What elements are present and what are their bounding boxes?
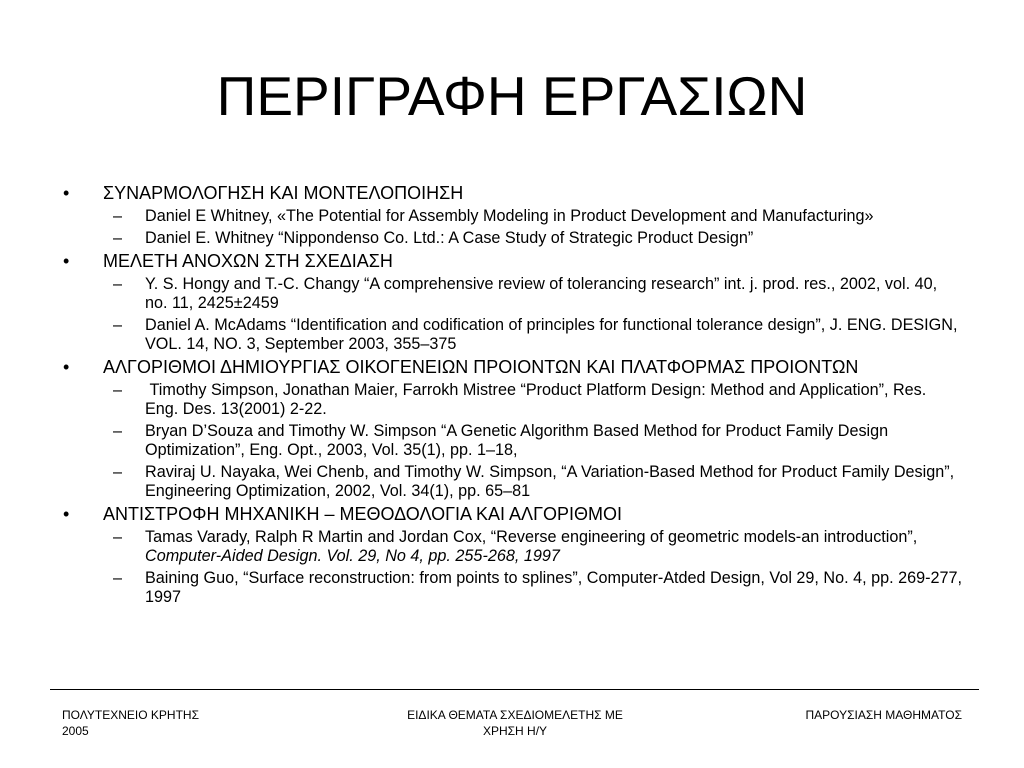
reference-item bbox=[0, 528, 1024, 566]
reference-text: Daniel E Whitney, «The Potential for Assembly Modeling in Product Development and Manufacturing» bbox=[145, 207, 874, 225]
bullet-icon: • bbox=[63, 251, 70, 271]
footer-divider bbox=[50, 689, 979, 690]
bullet-icon: • bbox=[63, 357, 70, 377]
reference-text: Daniel E. Whitney “Nippondenso Co. Ltd.: A Case Study of Strategic Product Design” bbox=[145, 229, 754, 247]
dash-icon: – bbox=[113, 275, 123, 293]
dash-icon: – bbox=[113, 229, 123, 247]
reference-item bbox=[0, 229, 1024, 248]
bullet-icon: • bbox=[63, 504, 70, 524]
reference-text: Bryan D’Souza and Timothy W. Simpson “A Genetic Algorithm Based Method for Product Family Design Optimization”, Eng. Opt., 2003, Vol. 35(1), pp. 1–18, bbox=[145, 422, 893, 459]
section-heading-text: ΑΝΤΙΣΤΡΟΦΗ ΜΗΧΑΝΙΚΗ – ΜΕΘΟΔΟΛΟΓΙΑ ΚΑΙ ΑΛΓΟΡΙΘΜΟΙ bbox=[103, 504, 623, 524]
reference-text: Y. S. Hongy and T.-C. Changy “A comprehensive review of tolerancing research” int. j. prod. res., 2002, vol. 40, no. 11, 2425±2459 bbox=[145, 275, 942, 312]
reference-text: Baining Guo, “Surface reconstruction: from points to splines”, Computer-Atded Design, Vol 29, No. 4, pp. 269-277, 1997 bbox=[145, 569, 967, 606]
reference-text: Daniel A. McAdams “Identification and codification of principles for functional tolerance design”, J. ENG. DESIGN, VOL. 14, NO. 3, September 2003, 355–375 bbox=[145, 316, 962, 353]
reference-text: Raviraj U. Nayaka, Wei Chenb, and Timothy W. Simpson, “A Variation-Based Method for Product Family Design”, Engineering Optimization, 2002, Vol. 34(1), pp. 65–81 bbox=[145, 463, 959, 500]
bullet-icon: • bbox=[63, 183, 70, 203]
reference-text: Tamas Varady, Ralph R Martin and Jordan Cox, “Reverse engineering of geometric models-an introduction”, bbox=[145, 528, 922, 546]
reference-list bbox=[0, 528, 1024, 607]
dash-icon: – bbox=[113, 422, 123, 440]
reference-outline bbox=[0, 180, 1024, 607]
reference-text: Timothy Simpson, Jonathan Maier, Farrokh Mistree “Product Platform Design: Method and Application”, Res. Eng. Des. 13(2001) 2-22. bbox=[145, 381, 931, 418]
section-heading-text: ΑΛΓΟΡΙΘΜΟΙ ΔΗΜΙΟΥΡΓΙΑΣ ΟΙΚΟΓΕΝΕΙΩΝ ΠΡΟΙΟΝΤΩΝ ΚΑΙ ΠΛΑΤΦΟΡΜΑΣ ΠΡΟΙΟΝΤΩΝ bbox=[103, 357, 859, 377]
section bbox=[0, 183, 1024, 248]
section bbox=[0, 357, 1024, 501]
reference-list bbox=[0, 207, 1024, 248]
section bbox=[0, 504, 1024, 607]
reference-item bbox=[0, 422, 1024, 460]
reference-item bbox=[0, 463, 1024, 501]
dash-icon: – bbox=[113, 528, 123, 546]
reference-item bbox=[0, 275, 1024, 313]
dash-icon: – bbox=[113, 316, 123, 334]
dash-icon: – bbox=[113, 463, 123, 481]
section-heading bbox=[0, 357, 1024, 378]
slide-title: ΠΕΡΙΓΡΑΦΗ ΕΡΓΑΣΙΩΝ bbox=[216, 65, 808, 127]
footer-institution: ΠΟΛΥΤΕΧΝΕΙΟ ΚΡΗΤΗΣ 2005 bbox=[62, 708, 200, 738]
section-heading bbox=[0, 504, 1024, 525]
reference-item bbox=[0, 207, 1024, 226]
section bbox=[0, 251, 1024, 354]
dash-icon: – bbox=[113, 381, 123, 399]
dash-icon: – bbox=[113, 569, 123, 587]
footer-presentation-label: ΠΑΡΟΥΣΙΑΣΗ ΜΑΘΗΜΑΤΟΣ bbox=[805, 708, 962, 722]
reference-list bbox=[0, 381, 1024, 501]
section-heading-text: ΣΥΝΑΡΜΟΛΟΓΗΣΗ ΚΑΙ ΜΟΝΤΕΛΟΠΟΙΗΣΗ bbox=[103, 183, 464, 203]
dash-icon: – bbox=[113, 207, 123, 225]
reference-item bbox=[0, 316, 1024, 354]
reference-source-italic: Computer-Aided Design. Vol. 29, No 4, pp. 255-268, 1997 bbox=[145, 547, 560, 565]
section-heading bbox=[0, 251, 1024, 272]
reference-item bbox=[0, 569, 1024, 607]
section-heading-text: ΜΕΛΕΤΗ ΑΝΟΧΩΝ ΣΤΗ ΣΧΕΔΙΑΣΗ bbox=[103, 251, 393, 271]
section-heading bbox=[0, 183, 1024, 204]
reference-item bbox=[0, 381, 1024, 419]
reference-list bbox=[0, 275, 1024, 354]
footer-course-title: ΕΙΔΙΚΑ ΘΕΜΑΤΑ ΣΧΕΔΙΟΜΕΛΕΤΗΣ ΜΕ ΧΡΗΣΗ Η/Υ bbox=[407, 708, 623, 738]
